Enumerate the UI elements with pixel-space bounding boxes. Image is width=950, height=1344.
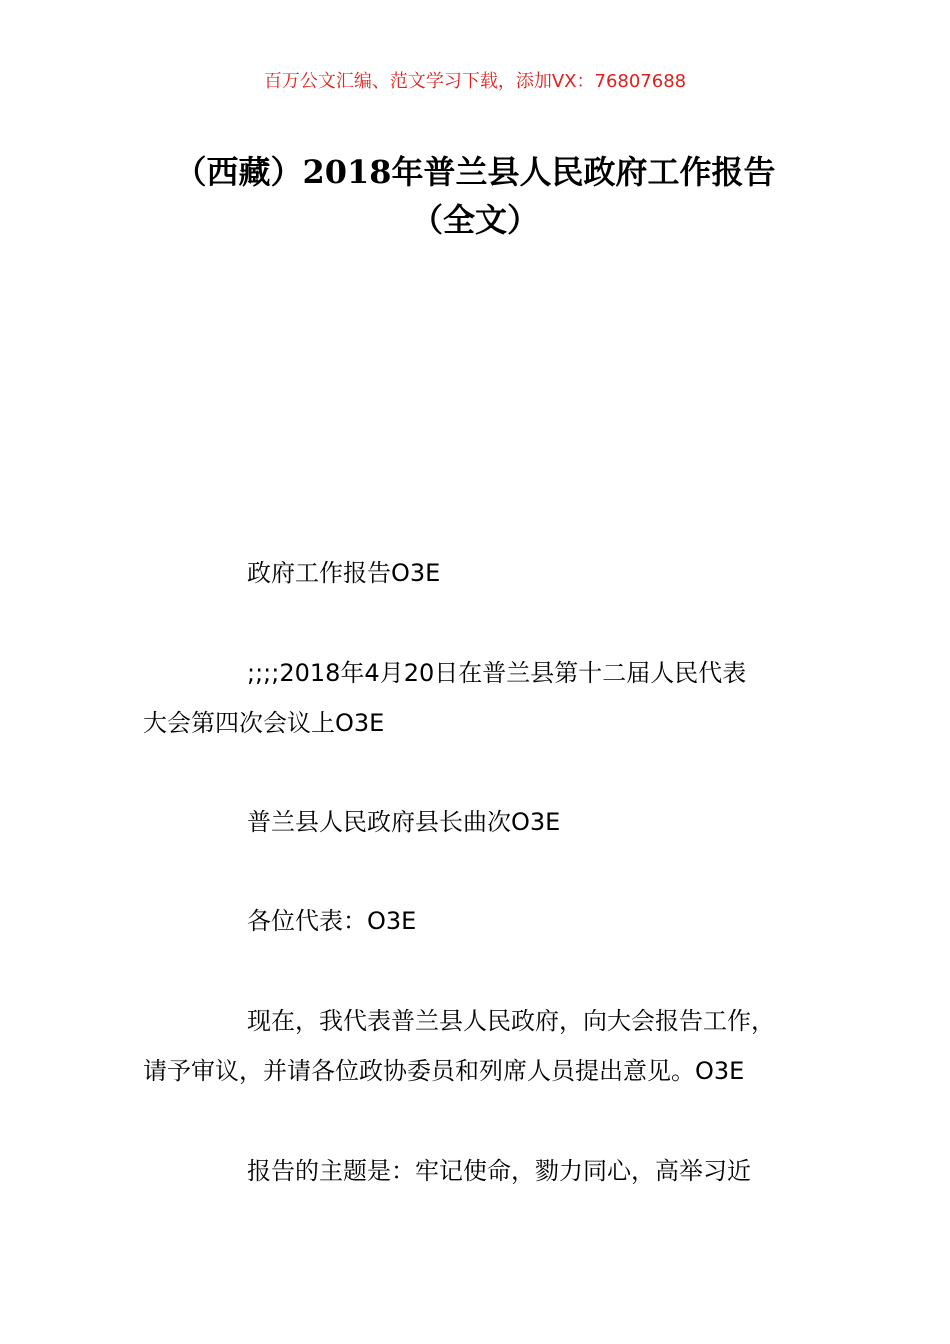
paragraph-salutation bbox=[143, 896, 833, 946]
paragraph-line: 大会第四次会议上O3E bbox=[143, 709, 385, 737]
paragraph-line: 各位代表：O3E bbox=[247, 907, 417, 935]
paragraph-report-name bbox=[143, 548, 833, 598]
paragraph-line: 现在，我代表普兰县人民政府，向大会报告工作， bbox=[247, 1007, 775, 1035]
paragraph-opening bbox=[143, 996, 833, 1096]
paragraph-line: ;;;;2018年4月20日在普兰县第十二届人民代表 bbox=[247, 659, 747, 687]
paragraph-line: 普兰县人民政府县长曲次O3E bbox=[247, 808, 561, 836]
paragraph-line: 请予审议，并请各位政协委员和列席人员提出意见。O3E bbox=[143, 1057, 745, 1085]
paragraph-line: 报告的主题是：牢记使命，勠力同心，高举习近 bbox=[247, 1157, 751, 1185]
title-line-1: （西藏）2018年普兰县人民政府工作报告 bbox=[174, 153, 776, 191]
document-title bbox=[130, 148, 820, 244]
paragraph-speaker bbox=[143, 797, 833, 847]
title-line-2: （全文） bbox=[410, 201, 539, 239]
header-download-note: 百万公文汇编、范文学习下载，添加VX：76807688 bbox=[263, 71, 687, 92]
paragraph-theme bbox=[143, 1146, 833, 1196]
paragraph-line: 政府工作报告O3E bbox=[247, 559, 441, 587]
paragraph-meeting-info bbox=[143, 648, 833, 748]
